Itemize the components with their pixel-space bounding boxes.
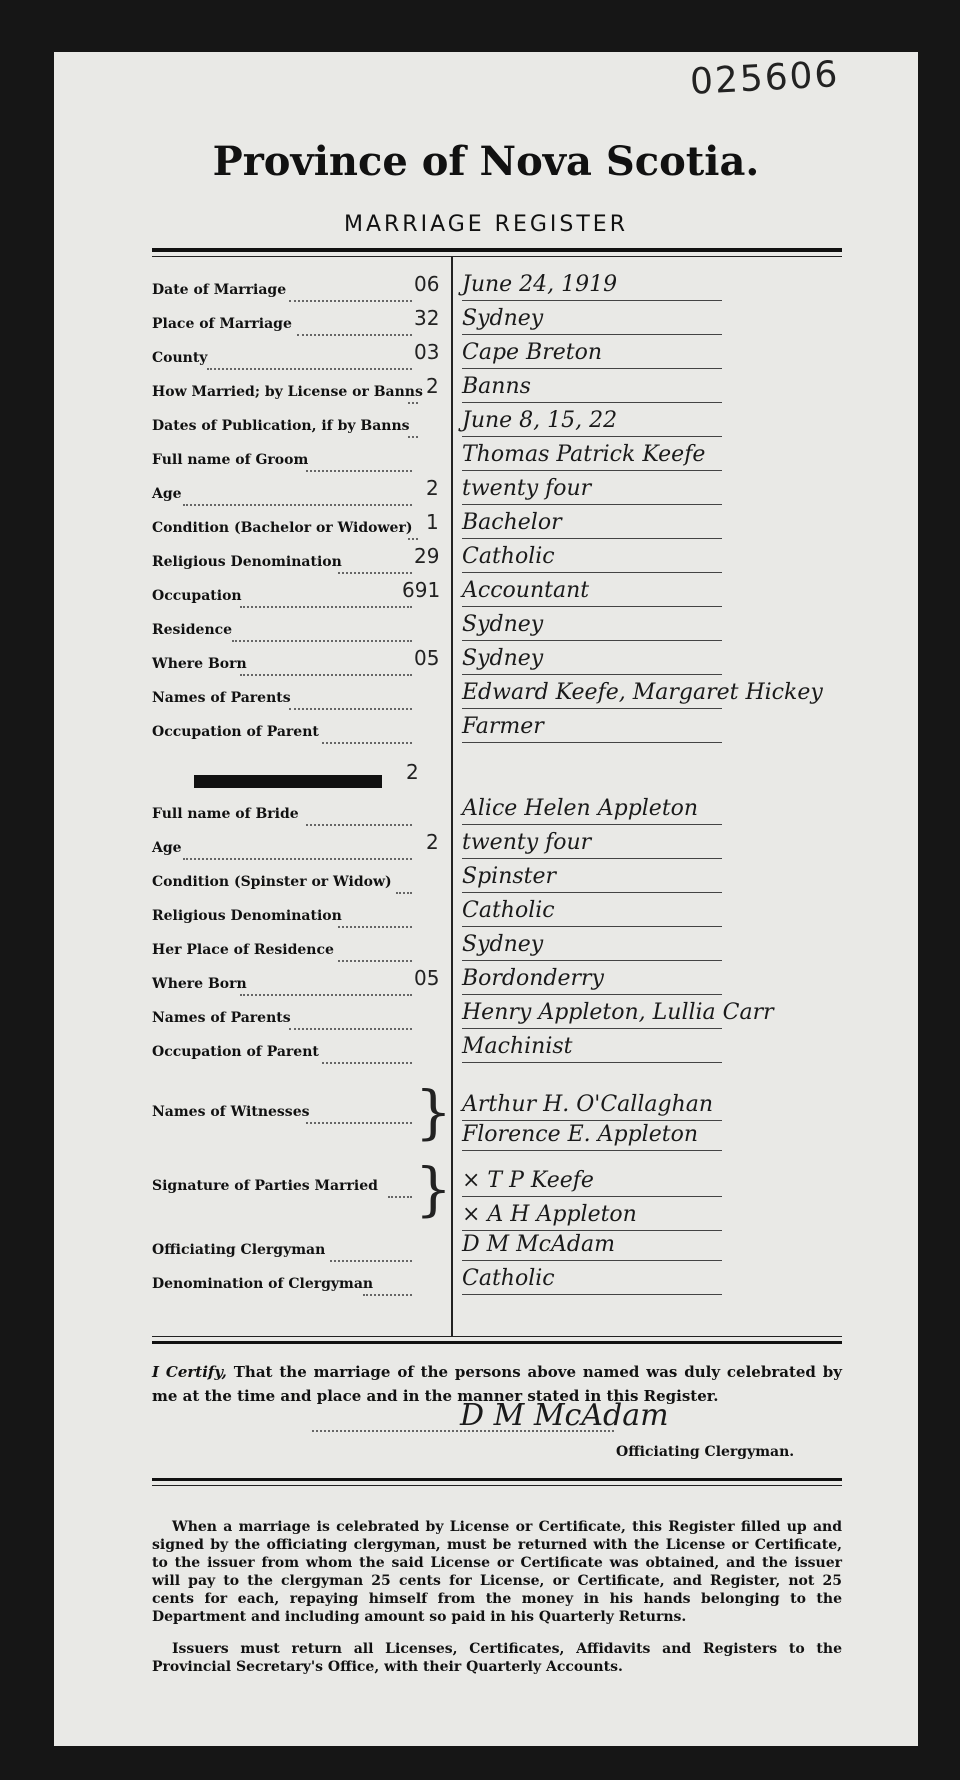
statistical-code: 03 (414, 340, 440, 364)
dot-leader (240, 992, 412, 996)
clergy-signature: D M McAdam (460, 1398, 669, 1433)
field-value: Catholic (462, 544, 555, 569)
statistical-code: 2 (426, 830, 439, 854)
dot-leader (338, 958, 412, 962)
bride-section-code: 2 (406, 760, 419, 784)
field-label: Religious Denomination (152, 908, 342, 924)
value-underline (462, 892, 722, 893)
field-value: Arthur H. O'Callaghan (462, 1092, 714, 1117)
field-value: Bachelor (462, 510, 562, 535)
value-underline (462, 674, 722, 675)
field-value: Farmer (462, 714, 544, 739)
dot-leader (322, 1060, 412, 1064)
header-rule (152, 248, 842, 252)
statistical-code: 05 (414, 646, 440, 670)
field-label: Her Place of Residence (152, 942, 334, 958)
dot-leader (240, 672, 412, 676)
value-underline (462, 960, 722, 961)
value-underline (462, 572, 722, 573)
dot-leader (240, 604, 412, 608)
certify-lead: I Certify, (152, 1363, 227, 1381)
value-underline (462, 504, 722, 505)
field-value: Sydney (462, 932, 544, 957)
field-value: Sydney (462, 612, 544, 637)
dot-leader (232, 638, 412, 642)
field-value: Florence E. Appleton (462, 1122, 698, 1147)
field-value: twenty four (462, 476, 592, 501)
statistical-code: 06 (414, 272, 440, 296)
statistical-code: 1 (426, 510, 439, 534)
certify-rule (152, 1341, 842, 1344)
field-label: Dates of Publication, if by Banns (152, 418, 410, 434)
field-label: Residence (152, 622, 233, 638)
statistical-code: 691 (402, 578, 441, 602)
value-underline (462, 606, 722, 607)
statistical-code: 29 (414, 544, 440, 568)
dot-leader (289, 706, 412, 710)
page-title: Province of Nova Scotia. (212, 138, 760, 185)
field-label: Occupation of Parent (152, 724, 319, 740)
field-value: Catholic (462, 1266, 555, 1291)
bride-section-bar (194, 775, 382, 788)
field-value: June 24, 1919 (462, 272, 618, 297)
instructions-notice: When a marriage is celebrated by License or Certificate, this Register filled up and signed by the officiating clergyman, must be returned with the License or Certificate, to the issuer from whom the said License or Certificate was obtained, and the issuer will pay to the clergyman 25 cents for License, or Certificate, and Register, not 25 cents for each, repaying himself from the money in his hands belonging to the Department and including amount so paid in his Quarterly Returns. (152, 1519, 842, 1625)
dot-leader (289, 298, 412, 302)
dot-leader (338, 924, 412, 928)
statistical-code: 05 (414, 966, 440, 990)
field-label: Occupation of Parent (152, 1044, 319, 1060)
page-subtitle: MARRIAGE REGISTER (343, 212, 628, 237)
value-underline (462, 436, 722, 437)
dot-leader (306, 1120, 412, 1124)
field-label: Full name of Bride (152, 806, 299, 822)
dot-leader (306, 468, 412, 472)
dot-leader (322, 740, 412, 744)
field-label: Where Born (152, 656, 247, 672)
dot-leader (330, 1258, 412, 1262)
field-label: Names of Witnesses (152, 1104, 310, 1120)
field-label: Condition (Spinster or Widow) (152, 874, 392, 890)
footer-rule (152, 1478, 842, 1481)
field-label: Condition (Bachelor or Widower) (152, 520, 413, 536)
field-label: Date of Marriage (152, 282, 287, 298)
value-underline (462, 1120, 722, 1121)
field-value: × A H Appleton (462, 1202, 637, 1227)
value-underline (462, 742, 722, 743)
field-label: Occupation (152, 588, 242, 604)
field-value: Banns (462, 374, 531, 399)
dot-leader (408, 536, 418, 540)
field-label: Officiating Clergyman (152, 1242, 326, 1258)
field-value: Accountant (462, 578, 590, 603)
field-label: County (152, 350, 208, 366)
serial-number: 025606 (689, 54, 841, 103)
value-underline (462, 368, 722, 369)
value-underline (462, 1150, 722, 1151)
dot-leader (396, 890, 412, 894)
field-value: Catholic (462, 898, 555, 923)
value-underline (462, 402, 722, 403)
footer-rule-thin (152, 1485, 842, 1486)
field-value: Sydney (462, 306, 544, 331)
field-value: Alice Helen Appleton (462, 796, 699, 821)
field-value: Thomas Patrick Keefe (462, 442, 706, 467)
value-underline (462, 300, 722, 301)
statistical-code: 2 (426, 476, 439, 500)
value-underline (462, 1062, 722, 1063)
field-value: Machinist (462, 1034, 573, 1059)
signatures-brace: } (415, 1155, 452, 1223)
value-underline (462, 994, 722, 995)
field-label: Religious Denomination (152, 554, 342, 570)
header-rule-thin (152, 256, 842, 257)
field-value: twenty four (462, 830, 592, 855)
field-value: Henry Appleton, Lullia Carr (462, 1000, 774, 1025)
value-underline (462, 824, 722, 825)
statistical-code: 32 (414, 306, 440, 330)
field-label: Names of Parents (152, 1010, 291, 1026)
field-label: Age (152, 840, 182, 856)
field-value: Bordonderry (462, 966, 604, 991)
field-label: Denomination of Clergyman (152, 1276, 374, 1292)
certify-text: That the marriage of the persons above named was duly celebrated by me at the time and place and in the manner stated in this Register. (152, 1363, 842, 1405)
value-underline (462, 1260, 722, 1261)
dot-leader (297, 332, 412, 336)
field-label: Age (152, 486, 182, 502)
dot-leader (408, 434, 418, 438)
dot-leader (408, 400, 418, 404)
field-label: Place of Marriage (152, 316, 292, 332)
dot-leader (183, 502, 412, 506)
certify-rule-thin (152, 1336, 842, 1337)
dot-leader (388, 1194, 412, 1198)
field-label: Signature of Parties Married (152, 1178, 378, 1194)
field-value: × T P Keefe (462, 1168, 594, 1193)
field-label: How Married; by License or Banns (152, 384, 423, 400)
field-label: Full name of Groom (152, 452, 309, 468)
field-value: Edward Keefe, Margaret Hickey (462, 680, 823, 705)
dot-leader (306, 822, 412, 826)
issuers-notice: Issuers must return all Licenses, Certificates, Affidavits and Registers to the Provincial Secretary's Office, with their Quarterly Accounts. (152, 1641, 842, 1675)
signature-line (312, 1430, 614, 1432)
officiating-clergyman-caption: Officiating Clergyman. (616, 1444, 795, 1460)
value-underline (462, 708, 722, 709)
value-underline (462, 538, 722, 539)
value-underline (462, 1028, 722, 1029)
value-underline (462, 470, 722, 471)
field-value: Spinster (462, 864, 557, 889)
value-underline (462, 640, 722, 641)
value-underline (462, 334, 722, 335)
dot-leader (207, 366, 412, 370)
value-underline (462, 1196, 722, 1197)
field-value: D M McAdam (462, 1232, 615, 1257)
value-underline (462, 1294, 722, 1295)
dot-leader (363, 1292, 412, 1296)
value-underline (462, 926, 722, 927)
dot-leader (338, 570, 412, 574)
statistical-code: 2 (426, 374, 439, 398)
witnesses-brace: } (415, 1078, 452, 1146)
value-underline (462, 858, 722, 859)
field-value: Cape Breton (462, 340, 603, 365)
dot-leader (289, 1026, 412, 1030)
value-underline (462, 1230, 722, 1231)
field-label: Where Born (152, 976, 247, 992)
field-value: Sydney (462, 646, 544, 671)
dot-leader (183, 856, 412, 860)
field-value: June 8, 15, 22 (462, 408, 618, 433)
field-label: Names of Parents (152, 690, 291, 706)
